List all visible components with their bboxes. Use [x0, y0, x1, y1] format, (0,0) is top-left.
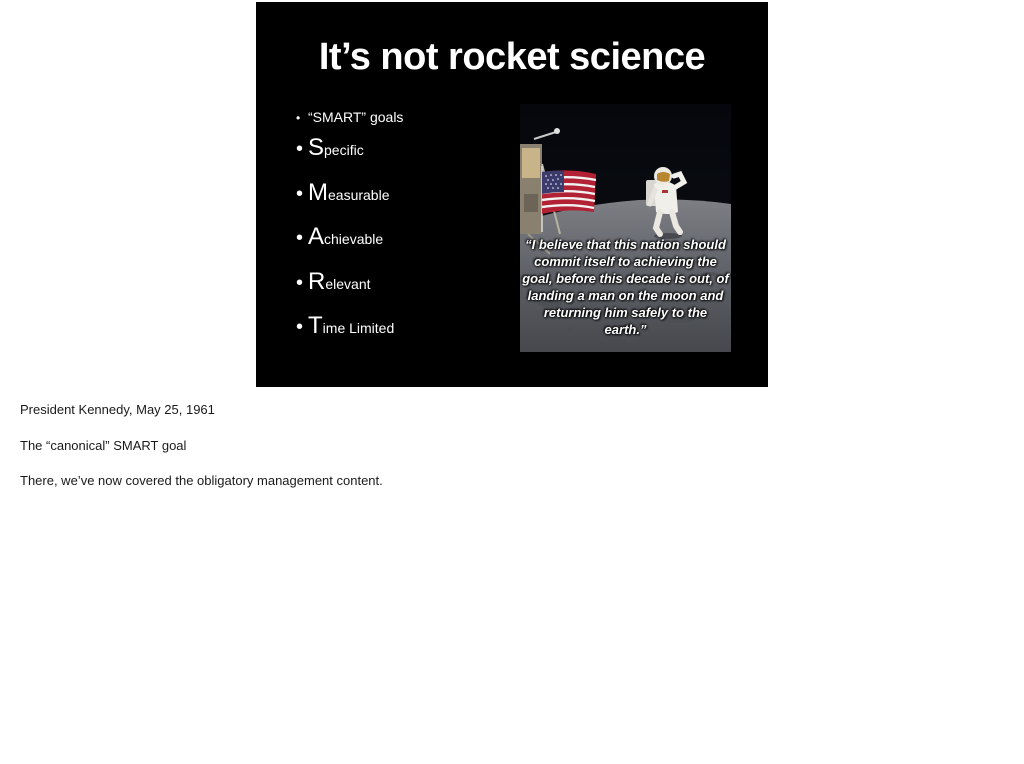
smart-item-achievable	[296, 217, 516, 262]
bullet-dot-icon: •	[296, 271, 304, 294]
smart-item-measurable	[296, 173, 516, 218]
smart-rest: elevant	[325, 275, 371, 292]
smart-rest: ime Limited	[322, 320, 395, 336]
note-line: President Kennedy, May 25, 1961	[20, 402, 215, 417]
smart-initial: R	[308, 267, 326, 295]
smart-initial: T	[308, 312, 323, 339]
smart-initial: M	[308, 178, 328, 206]
bullet-dot-icon: •	[296, 227, 304, 249]
kennedy-quote: “I believe that this nation should commit itself to achieving the goal, before this decade is out, of landing a man on the moon and returning him safely to the earth.”	[522, 237, 729, 337]
intro-bullet	[296, 106, 516, 128]
slide	[256, 2, 768, 387]
bullet-dot-icon: •	[296, 316, 304, 338]
slide-title: It’s not rocket science	[318, 36, 706, 78]
presenter-notes	[20, 400, 1000, 507]
bullet-dot-icon: •	[296, 182, 304, 205]
smart-initial: S	[308, 134, 325, 161]
bullet-dot-icon: •	[296, 111, 301, 125]
us-flag	[542, 170, 596, 214]
bullet-list	[296, 106, 516, 351]
smart-rest: chievable	[324, 231, 384, 247]
note-line: There, we’ve now covered the obligatory management content.	[20, 473, 383, 488]
intro-bullet-text: “SMART” goals	[308, 109, 404, 125]
smart-rest: pecific	[324, 142, 364, 158]
smart-item-relevant	[296, 262, 516, 307]
smart-item-specific	[296, 128, 516, 173]
bullet-dot-icon: •	[296, 138, 304, 160]
smart-initial: A	[308, 223, 325, 250]
note-line: The “canonical” SMART goal	[20, 437, 187, 453]
moon-landing-photo	[520, 104, 731, 352]
smart-item-time-limited	[296, 306, 516, 351]
smart-rest: easurable	[328, 186, 390, 203]
